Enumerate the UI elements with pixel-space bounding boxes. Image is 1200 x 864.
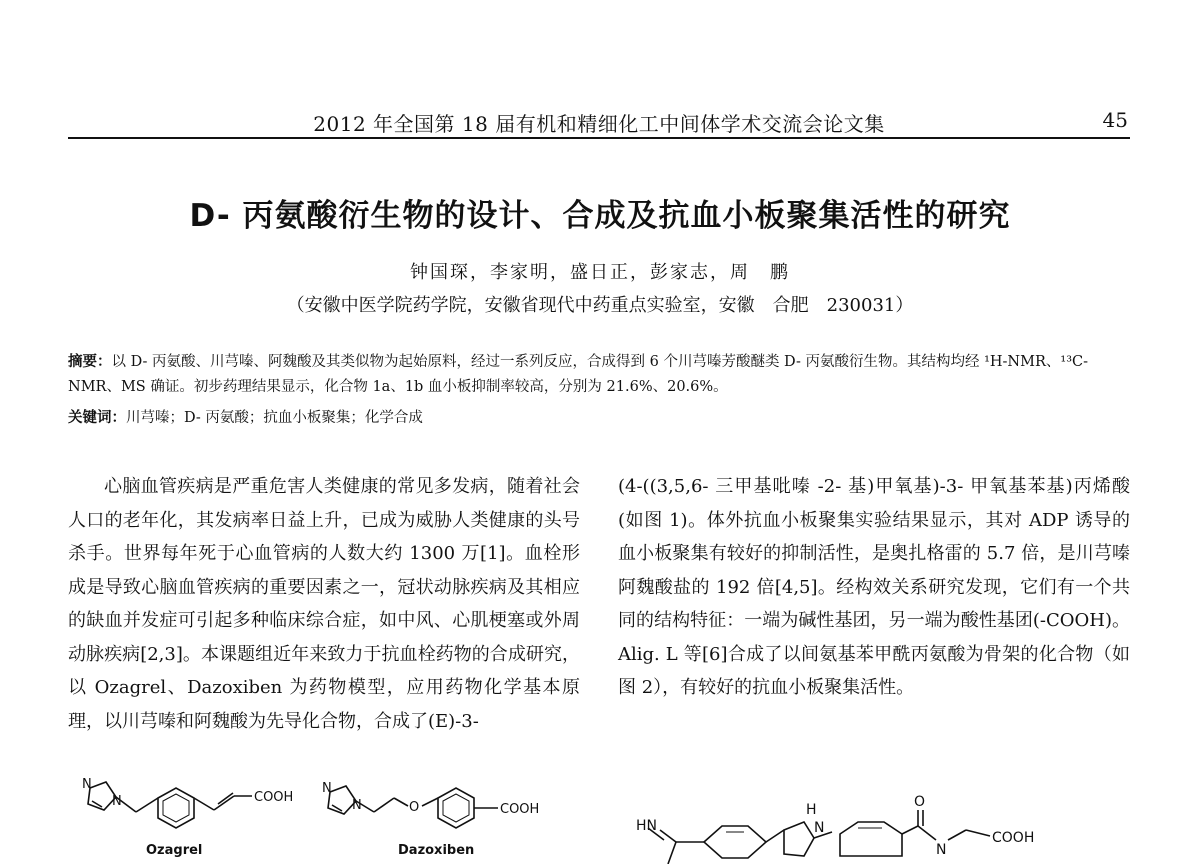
alig-n2: N (936, 842, 947, 858)
paper-title: D- 丙氨酸衍生物的设计、合成及抗血小板聚集活性的研究 (189, 198, 1011, 234)
alig-hn: HN (636, 818, 657, 834)
header-rule (68, 137, 1130, 139)
figure-1-structures (68, 770, 598, 864)
ozagrel-label: Ozagrel (146, 843, 203, 858)
page-number: 45 (1102, 108, 1128, 132)
dazoxiben-label: Dazoxiben (398, 843, 475, 858)
dazoxiben-cooh: COOH (500, 802, 540, 817)
abstract-text: 以 D- 丙氨酸、川芎嗪、阿魏酸及其类似物为起始原料，经过一系列反应，合成得到 6 个川芎嗪芳酸醚类 D- 丙氨酸衍生物。其结构均经 ¹H-NMR、¹³C-NMR、MS 确证。初步药理结果显示，化合物 1a、1b 血小板抑制率较高，分别为 21.6%、20.6%。 (68, 354, 1089, 395)
dazoxiben-n-top: N (322, 781, 332, 796)
alig-h: H (806, 802, 817, 818)
alig-cooh: COOH (992, 830, 1035, 846)
running-title: 2012 年全国第 18 届有机和精细化工中间体学术交流会论文集 (313, 112, 885, 136)
keywords (68, 406, 1130, 431)
keywords-label: 关键词： (68, 410, 126, 426)
affiliation: （安徽中医学院药学院，安徽省现代中药重点实验室，安徽 合肥 230031） (286, 295, 914, 316)
body-column-right (618, 470, 1130, 705)
running-header (70, 108, 1128, 136)
alig-o: O (914, 794, 926, 810)
dazoxiben-n-ring: N (352, 798, 362, 813)
ozagrel-cooh: COOH (254, 790, 294, 805)
body-column-left (68, 470, 580, 738)
body-paragraph-left: 心脑血管疾病是严重危害人类健康的常见多发病，随着社会人口的老年化，其发病率日益上升，已成为威胁人类健康的头号杀手。世界每年死于心血管病的人数大约 1300 万[1]。血栓形成是导致心脑血管疾病的重要因素之一，冠状动脉疾病及其相应的缺血并发症可引起多种临床综合症，如中风、心肌梗塞或外周动脉疾病[2,3]。本课题组近年来致力于抗血栓药物的合成研究，以 Ozagrel、Dazoxiben 为药物模型，应用药物化学基本原理，以川芎嗪和阿魏酸为先导化合物，合成了(E)-3- (68, 476, 580, 732)
keywords-text: 川芎嗪；D- 丙氨酸；抗血小板聚集；化学合成 (126, 410, 423, 426)
body-paragraph-right: (4-((3,5,6- 三甲基吡嗪 -2- 基)甲氧基)-3- 甲氧基苯基)丙烯酸(如图 1)。体外抗血小板聚集实验结果显示，其对 ADP 诱导的血小板聚集有较好的抑制活性，是奥扎格雷的 5.7 倍，是川芎嗪阿魏酸盐的 192 倍[4,5]。经构效关系研究发现，它们有一个共同的结构特征：一端为碱性基团，另一端为酸性基团(-COOH)。Alig. L 等[6]合成了以间氨基苯甲酰丙氨酸为骨架的化合物（如图 2），有较好的抗血小板聚集活性。 (618, 476, 1130, 698)
abstract (68, 350, 1130, 400)
authors: 钟国琛，李家明，盛日正，彭家志，周 鹏 (410, 262, 790, 283)
alig-n: N (814, 820, 825, 836)
abstract-label: 摘要： (68, 354, 112, 370)
dazoxiben-o: O (409, 800, 420, 815)
ozagrel-n-top: N (82, 777, 92, 792)
figure-2-structure (618, 790, 1130, 864)
ozagrel-n-ring: N (112, 794, 122, 809)
